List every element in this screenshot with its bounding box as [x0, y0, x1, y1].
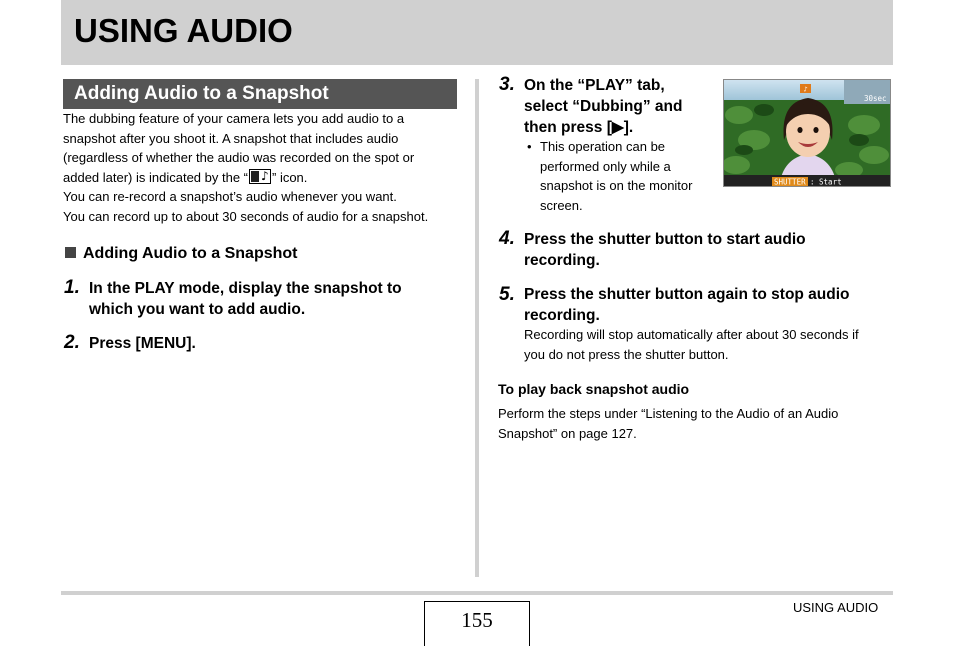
- footer-section-label: USING AUDIO: [793, 600, 879, 615]
- intro-paragraph: [63, 109, 463, 227]
- audio-snapshot-icon: ♪: [249, 169, 271, 184]
- step-text: In the PLAY mode, display the snapshot to which you want to add audio.: [89, 280, 402, 318]
- remaining-time-label: 30sec: [864, 94, 887, 103]
- intro-line: You can record up to about 30 seconds of audio for a snapshot.: [63, 208, 429, 224]
- page-number: 155: [461, 608, 493, 632]
- step-number: 2.: [64, 332, 80, 353]
- page-title: USING AUDIO: [74, 12, 293, 49]
- svg-text:♪: ♪: [803, 85, 808, 94]
- intro-line: snapshot after you shoot it. A snapshot that includes audio: [63, 130, 399, 146]
- step-note: Recording will stop automatically after about 30 seconds if you do not press the shutter button.: [524, 327, 859, 362]
- step-number: 1.: [64, 277, 80, 298]
- bullet-note: • This operation can be performed only while a snapshot is on the monitor screen.: [527, 139, 693, 213]
- step-number: 4.: [499, 228, 515, 249]
- step-number: 5.: [499, 284, 515, 305]
- column-divider: [475, 79, 479, 577]
- intro-line: added later) is indicated by the “ ♪ ” icon.: [63, 168, 308, 185]
- step-text: Press the shutter button again to stop audio recording.: [524, 286, 850, 324]
- step-number: 3.: [499, 74, 515, 95]
- section-title: Adding Audio to a Snapshot: [74, 83, 329, 104]
- intro-line: You can re-record a snapshot’s audio whenever you want.: [63, 189, 397, 205]
- bullet-dot: •: [527, 139, 532, 154]
- playback-heading: To play back snapshot audio: [498, 381, 690, 397]
- shutter-key-label: SHUTTER: [774, 177, 806, 187]
- camera-monitor-image: [723, 79, 891, 187]
- procedure-heading: Adding Audio to a Snapshot: [65, 245, 298, 263]
- shutter-action-label: : Start: [810, 177, 842, 187]
- step-text: Press the shutter button to start audio recording.: [524, 231, 806, 269]
- square-bullet-icon: [65, 247, 76, 258]
- step-text: On the “PLAY” tab, select “Dubbing” and then press [▶].: [524, 77, 683, 136]
- step-text: Press [MENU].: [89, 335, 196, 352]
- intro-line: (regardless of whether the audio was recorded on the spot or: [63, 150, 415, 166]
- footer-rule: [61, 591, 893, 595]
- playback-text: Perform the steps under “Listening to the Audio of an Audio Snapshot” on page 127.: [498, 406, 839, 441]
- snapshot-photo: [724, 80, 891, 187]
- intro-line: The dubbing feature of your camera lets you add audio to a: [63, 111, 405, 126]
